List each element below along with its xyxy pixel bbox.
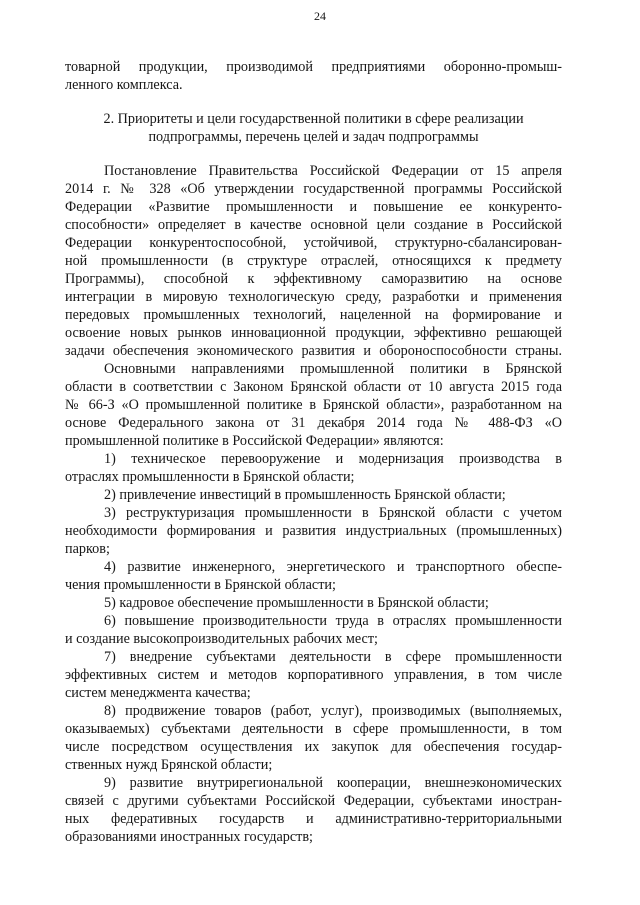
paragraph-line: промышленной политике в Российской Федерации» являются: [65, 433, 444, 449]
text-line: ленного комплекса. [65, 77, 183, 93]
list-item-line: 2) привлечение инвестиций в промышленность Брянской области; [104, 487, 506, 503]
section-heading-line: 2. Приоритеты и цели государственной политики в сфере реализации [103, 111, 524, 127]
list-item-line: 1) техническое перевооружение и модернизация производства в [104, 451, 562, 467]
list-item-line: 5) кадровое обеспечение промышленности в Брянской области; [104, 595, 489, 611]
paragraph-line: области в соответствии с Законом Брянской области от 10 августа 2015 года [65, 379, 562, 395]
list-item-line: ных федеративных государств и административно-территориальными [65, 811, 562, 827]
paragraph-line: Основными направлениями промышленной политики в Брянской [104, 361, 562, 377]
list-item-line: ственных нужд Брянской области; [65, 757, 273, 773]
list-item-line: образованиями иностранных государств; [65, 829, 313, 845]
paragraph-line: основе Федерального закона от 31 декабря 2014 года № 488-ФЗ «О [65, 415, 562, 431]
paragraph-line: задачи обеспечения экономического развития и обороноспособности страны. [65, 343, 562, 359]
list-item-line: числе посредством осуществления их закупок для обеспечения государ- [65, 739, 562, 755]
paragraph-line: ной промышленности (в структуре отраслей, относящихся к предмету [65, 253, 562, 269]
list-item-line: 3) реструктуризация промышленности в Брянской области с учетом [104, 505, 562, 521]
list-item-line: и создание высокопроизводительных рабочих мест; [65, 631, 378, 647]
list-item-line: связей с другими субъектами Российской Федерации, субъектами иностран- [65, 793, 562, 809]
list-item-line: 8) продвижение товаров (работ, услуг), производимых (выполняемых, [104, 703, 562, 719]
paragraph-line: Программы), способной к эффективному саморазвитию на основе [65, 271, 562, 287]
list-item-line: парков; [65, 541, 110, 557]
list-item-line: чения промышленности в Брянской области; [65, 577, 336, 593]
paragraph-line: Федерации конкурентоспособной, устойчивой, структурно-сбалансирован- [65, 235, 562, 251]
list-item-line: 7) внедрение субъектами деятельности в сфере промышленности [104, 649, 562, 665]
paragraph-line: Постановление Правительства Российской Федерации от 15 апреля [104, 163, 562, 179]
list-item-line: необходимости формирования и развития индустриальных (промышленных) [65, 523, 562, 539]
paragraph-line: интеграции в мировую технологическую среду, разработки и применения [65, 289, 562, 305]
paragraph-line: передовых промышленных технологий, нацеленной на формирование и [65, 307, 562, 323]
list-item-line: эффективных систем и методов корпоративного управления, в том числе [65, 667, 562, 683]
list-item-line: 6) повышение производительности труда в отраслях промышленности [104, 613, 562, 629]
paragraph-line: № 66-З «О промышленной политике в Брянской области», разработанном на [65, 397, 562, 413]
list-item-line: 9) развитие внутрирегиональной кооперации, внешнеэкономических [104, 775, 562, 791]
list-item-line: 4) развитие инженерного, энергетического и транспортного обеспе- [104, 559, 562, 575]
list-item-line: систем менеджмента качества; [65, 685, 251, 701]
list-item-line: оказываемых) субъектами деятельности в сфере промышленности, в том [65, 721, 562, 737]
paragraph-line: освоение новых рынков инновационной продукции, эффективно решающей [65, 325, 562, 341]
text-line: товарной продукции, производимой предприятиями оборонно-промыш- [65, 59, 562, 75]
page-number: 24 [314, 9, 326, 23]
paragraph-line: способности» определяет в качестве основной цели создание в Российской [65, 217, 562, 233]
list-item-line: отраслях промышленности в Брянской области; [65, 469, 355, 485]
paragraph-line: Федерации «Развитие промышленности и повышение ее конкуренто- [65, 199, 562, 215]
paragraph-line: 2014 г. № 328 «Об утверждении государственной программы Российской [65, 181, 562, 197]
section-heading-line: подпрограммы, перечень целей и задач подпрограммы [148, 129, 479, 145]
